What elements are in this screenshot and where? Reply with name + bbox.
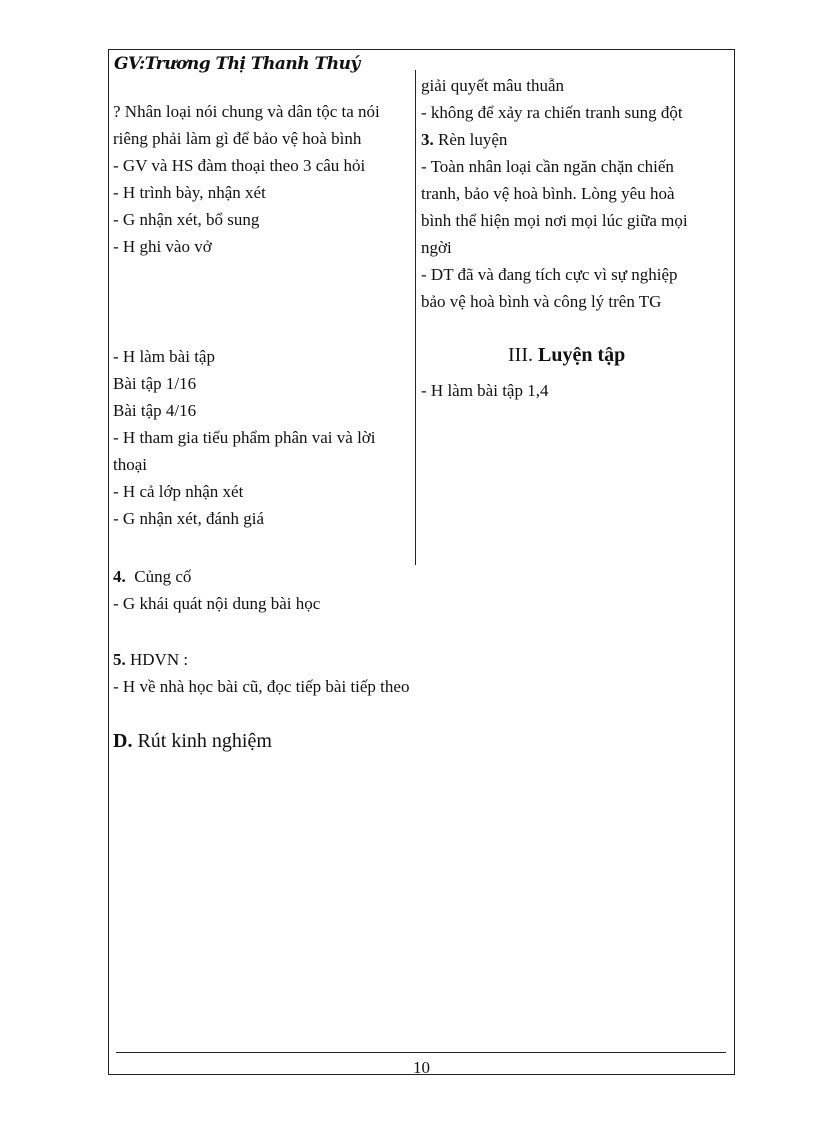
section-3-number: 3. — [421, 130, 434, 149]
activity-line-1: - GV và HS đàm thoại theo 3 câu hỏi — [113, 156, 366, 175]
exercise-line-7: - G nhận xét, đánh giá — [113, 509, 265, 528]
section-5-number: 5. — [113, 650, 126, 669]
exercise-line-4: - H tham gia tiểu phẩm phân vai và lời — [113, 428, 376, 447]
section-4-heading — [113, 563, 191, 590]
exercise-line-2: Bài tập 1/16 — [113, 374, 197, 393]
section-d-number: D. — [113, 730, 133, 752]
activity-line-2: - H trình bày, nhận xét — [113, 183, 266, 202]
section-4-number: 4. — [113, 567, 126, 586]
footer-rule — [116, 1052, 726, 1053]
activity-line-3: - G nhận xét, bổ sung — [113, 210, 260, 229]
practice-roman: III. — [508, 344, 533, 366]
author-header: GV:Trương Thị Thanh Thuý — [114, 54, 360, 74]
section-3-heading — [421, 126, 507, 153]
section-d-title: Rút kinh nghiệm — [132, 730, 272, 752]
question-line-2: riêng phải làm gì để bảo vệ hoà bình — [113, 129, 362, 148]
question-line-1: ? Nhân loại nói chung và dân tộc ta nói — [113, 102, 380, 121]
exercise-line-3: Bài tập 4/16 — [113, 401, 197, 420]
exercise-line-5: thoại — [113, 455, 147, 474]
activity-line-4: - H ghi vào vở — [113, 237, 212, 256]
right-line-8: bảo vệ hoà bình và công lý trên TG — [421, 292, 662, 311]
exercise-line-6: - H cả lớp nhận xét — [113, 482, 244, 501]
right-line-2: - không để xảy ra chiến tranh sung đột — [421, 103, 683, 122]
practice-title: Luyện tập — [537, 344, 626, 366]
section-4-line: - G khái quát nội dung bài học — [113, 594, 321, 613]
right-line-6: ngời — [421, 238, 452, 257]
section-3-title: Rèn luyện — [433, 130, 508, 149]
right-line-3: - Toàn nhân loại cần ngăn chặn chiến — [421, 157, 674, 176]
section-5-title: HDVN : — [125, 650, 189, 669]
right-line-7: - DT đã và đang tích cực vì sự nghiệp — [421, 265, 678, 284]
practice-line: - H làm bài tập 1,4 — [421, 381, 549, 400]
column-divider — [415, 70, 416, 565]
right-line-5: bình thể hiện mọi nơi mọi lúc giữa mọi — [421, 211, 688, 230]
section-5-heading — [113, 646, 188, 673]
exercise-line-1: - H làm bài tập — [113, 347, 215, 366]
section-d-heading — [113, 730, 272, 753]
practice-heading — [508, 344, 625, 367]
right-line-1: giải quyết mâu thuẫn — [421, 76, 565, 95]
right-line-4: tranh, bảo vệ hoà bình. Lòng yêu hoà — [421, 184, 675, 203]
page-number: 10 — [413, 1058, 430, 1077]
section-5-line: - H về nhà học bài cũ, đọc tiếp bài tiếp theo — [113, 677, 410, 696]
section-4-title: Củng cố — [134, 567, 192, 586]
